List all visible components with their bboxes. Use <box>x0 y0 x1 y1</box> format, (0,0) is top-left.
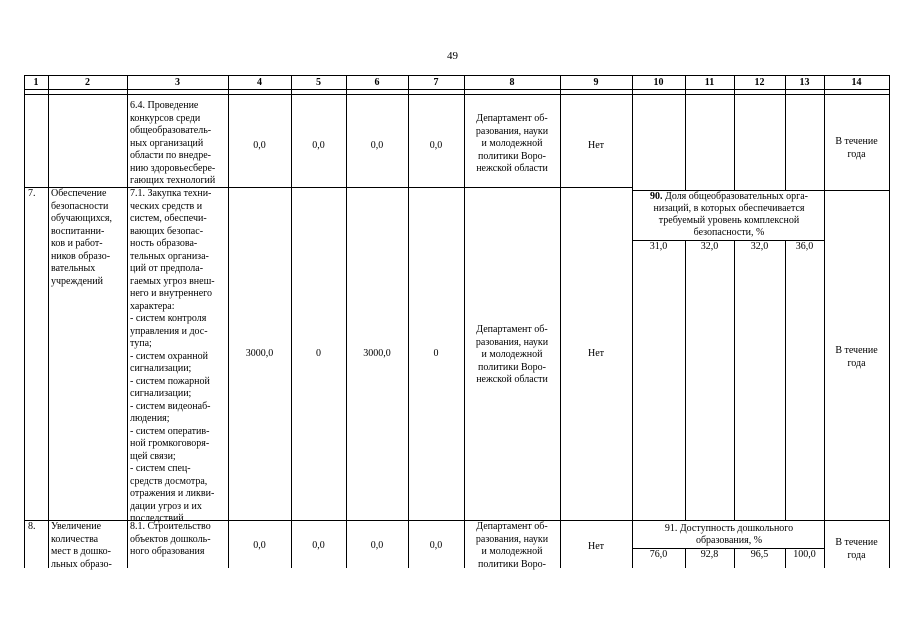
column-header: 6 <box>374 77 380 88</box>
cell-value: 0,0 <box>429 540 443 551</box>
column-header: 4 <box>257 77 262 88</box>
cell-value: 0,0 <box>429 140 443 151</box>
column-header: 3 <box>175 77 180 88</box>
term-text: В течение года <box>835 136 878 160</box>
column-header: 7 <box>433 77 439 88</box>
indicator-label: Доля общеобразовательных орга- низаций, в которых обеспечивается требуемый уровень комплексной безопасности, % <box>653 191 808 238</box>
task-name: Обеспечение безопасности обучающихся, воспитанни- ков и работ- ников образо- вательных учреждений <box>51 188 112 287</box>
column-line <box>889 75 890 568</box>
column-line <box>48 75 49 568</box>
measure-text: 6.4. Проведение конкурсов среди общеобразователь- ных организаций области по внедре- нию здоровьесбере- гающих технологий <box>130 100 216 186</box>
cell-value: 0,0 <box>253 140 266 151</box>
cell-value: 0 <box>433 348 439 359</box>
column-header: 13 <box>799 77 810 88</box>
column-header: 2 <box>85 77 90 88</box>
row-number: 7. <box>28 188 36 199</box>
column-line <box>24 75 25 568</box>
indicator-value: 31,0 <box>649 241 668 252</box>
indicator-value: 36,0 <box>795 241 814 252</box>
indicator-value: 96,5 <box>750 549 769 560</box>
indicator-value: 76,0 <box>649 549 668 560</box>
row-number: 8. <box>28 521 36 532</box>
column-line <box>734 240 735 520</box>
column-header: 12 <box>754 77 765 88</box>
column-header: 11 <box>704 77 715 88</box>
column-header: 5 <box>316 77 321 88</box>
column-line <box>785 240 786 520</box>
column-line <box>785 75 786 190</box>
column-line <box>127 75 128 568</box>
column-line <box>685 75 686 190</box>
cell-value: 0,0 <box>253 540 266 551</box>
table-border <box>24 89 889 90</box>
term-text: В течение года <box>835 537 878 561</box>
column-header: 1 <box>33 77 39 88</box>
column-line <box>632 75 633 568</box>
task-name: Увеличение количества мест в дошко- льных образо- <box>51 521 112 570</box>
cell-value: Нет <box>587 348 605 359</box>
measure-text: 8.1. Строительство объектов дошколь- ного образования <box>130 521 211 557</box>
executor-text: Департамент об- разования, науки и молодежной политики Воро- <box>475 521 549 570</box>
column-header: 9 <box>593 77 599 88</box>
indicator-value: 32,0 <box>700 241 719 252</box>
indicator-number: 90. <box>650 191 663 202</box>
column-header: 14 <box>851 77 862 88</box>
cell-value: 0 <box>316 348 321 359</box>
column-line <box>734 75 735 190</box>
cell-value: Нет <box>587 541 605 552</box>
indicator-text <box>634 191 824 239</box>
column-line <box>685 240 686 520</box>
cell-value: 0,0 <box>370 540 384 551</box>
cell-value: 0,0 <box>312 540 325 551</box>
measure-text: 7.1. Закупка техни- ческих средств и систем, обеспечи- вающих безопас- ность образова- тельных организа- ций от предпола- гаемых угроз внеш- него и внутреннего характера: - систем контроля управления и дос- тупа; - систем охранной сигнализации; - систем пожарной сигнализации; - систем видеонаб- людения; - систем оператив- ной громкоговоря- щей связи; - систем спец- средств досмотра, отражения и ликви- дации угроз и их последствий <box>130 188 215 524</box>
column-header: 8 <box>509 77 515 88</box>
table-border <box>24 94 889 95</box>
column-header: 10 <box>653 77 664 88</box>
executor-text: Департамент об- разования, науки и молодежной политики Воро- нежской области <box>475 324 549 385</box>
cell-value: 3000,0 <box>363 348 391 359</box>
indicator-value: 100,0 <box>793 549 816 560</box>
cell-value: 3000,0 <box>245 348 274 359</box>
cell-value: 0,0 <box>312 140 325 151</box>
cell-value: 0,0 <box>370 140 384 151</box>
term-text: В течение года <box>835 345 878 369</box>
indicator-value: 92,8 <box>700 549 719 560</box>
executor-text: Департамент об- разования, науки и молодежной политики Воро- нежской области <box>475 113 549 174</box>
table-border <box>24 75 889 76</box>
cell-value: Нет <box>587 140 605 151</box>
page-number: 49 <box>447 50 458 62</box>
indicator-text: 91. Доступность дошкольного образования, % <box>664 523 794 546</box>
indicator-value: 32,0 <box>750 241 769 252</box>
